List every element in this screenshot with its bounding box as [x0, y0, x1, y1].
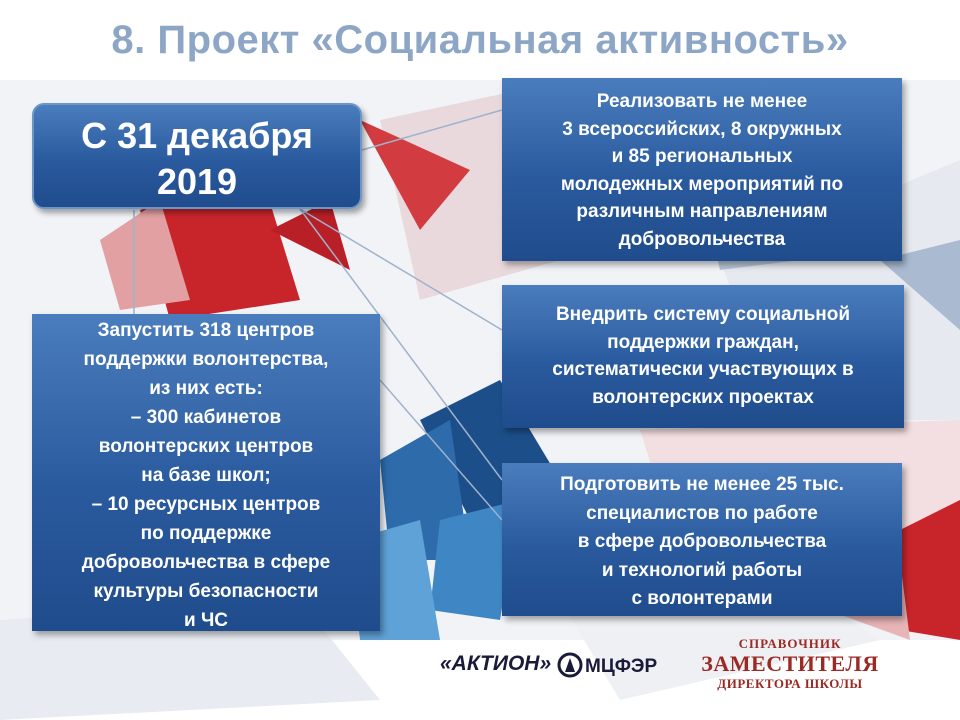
goal-events-line: Реализовать не менее	[596, 91, 808, 112]
goal-specialists-line: Подготовить не менее 25 тыс.	[560, 474, 844, 495]
goal-centers-line: по поддержке	[140, 523, 272, 544]
goal-centers-line: добровольчества в сфере	[81, 552, 331, 573]
goal-specialists-line: с волонтерами	[631, 588, 773, 609]
date-box	[32, 103, 362, 209]
handbook-line: СПРАВОЧНИК	[738, 636, 842, 651]
goal-centers-box	[32, 314, 380, 631]
goal-events-line: различным направлениям	[576, 201, 828, 222]
handbook-line: ЗАМЕСТИТЕЛЯ	[701, 651, 879, 676]
goal-events-box	[502, 78, 902, 261]
handbook-logo	[690, 636, 890, 692]
goal-centers-line: – 10 ресурсных центров	[91, 494, 321, 515]
goal-specialists-line: и технологий работы	[601, 559, 803, 581]
handbook-line: ДИРЕКТОРА ШКОЛЫ	[717, 676, 863, 691]
mcfer-logo-icon	[557, 650, 583, 680]
date-line: С 31 декабря	[81, 115, 313, 156]
goal-events-line: 3 всероссийских, 8 окружных	[562, 118, 842, 140]
goal-centers-line: из них есть:	[149, 378, 263, 399]
goal-specialists-line: в сфере добровольчества	[577, 531, 827, 552]
goal-specialists-box	[502, 463, 902, 616]
goal-events-line: и 85 региональных	[611, 146, 793, 167]
goal-support-line: Внедрить систему социальной	[555, 304, 851, 325]
aktion-logo: «АКТИОН»	[440, 652, 552, 675]
goal-specialists-line: специалистов по работе	[586, 502, 818, 524]
goal-support-line: волонтерских проектах	[592, 386, 814, 408]
goal-centers-line: волонтерских центров	[98, 436, 314, 457]
goal-support-line: поддержки граждан,	[607, 331, 799, 353]
goal-centers-line: и ЧС	[183, 610, 229, 631]
goal-centers-line: Запустить 318 центров	[97, 320, 315, 341]
date-line: 2019	[156, 161, 238, 202]
goal-centers-line: культуры безопасности	[93, 581, 319, 602]
goal-events-line: добровольчества	[618, 228, 786, 250]
goal-centers-line: поддержки волонтерства,	[83, 349, 329, 370]
mcfer-logo-text: МЦФЭР	[585, 656, 658, 677]
goal-centers-line: – 300 кабинетов	[130, 407, 282, 428]
slide-title: 8. Проект «Социальная активность»	[111, 18, 849, 62]
goal-centers-line: на базе школ;	[141, 465, 271, 486]
goal-events-line: молодежных мероприятий по	[560, 173, 844, 195]
goal-support-line: систематически участвующих в	[552, 359, 854, 380]
goal-support-box	[502, 285, 904, 428]
